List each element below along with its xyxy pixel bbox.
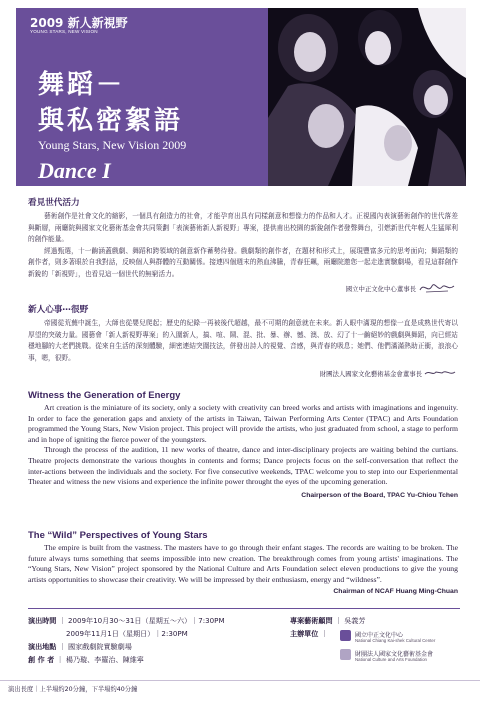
signature-title: Chairman of NCAF Huang Ming-Chuan <box>333 588 458 596</box>
signature-title: 國立中正文化中心董事長 <box>345 285 416 293</box>
section-wild-perspectives-en <box>28 530 458 595</box>
paragraph: 藝術創作是社會文化的縮影，一個具有創造力的社會，才能孕育出具有同樣創意和想像力的作品和人才。正視國內表演藝術創作的世代落差與斷層，兩廳院與國家文化藝術基金會共同策劃「表演藝術新人新視野」專案，提供甫出校園的新銳創作者發聲舞台，引燃新世代年輕人生猛犀利的創作能量。 <box>28 212 458 243</box>
section-heading: 新人心事⋯很野 <box>28 305 89 315</box>
section-heading: The “Wild” Perspectives of Young Stars <box>28 530 208 541</box>
title-line-2: 與私密絮語 <box>38 106 184 136</box>
logo-title: 2009 新人新視野 <box>30 16 128 30</box>
section-wild-perspectives-zh <box>28 303 458 380</box>
section-generation-energy-en <box>28 390 458 499</box>
credit-label: 專案藝術顧問 <box>290 616 333 625</box>
performance-info: 演出時間 ｜ 2009年10月30～31日（星期五～六）｜7:30PM 2009年11月1日（星期日）｜2:30PM 演出地點 ｜ 國家戲劇院實驗劇場 創 作 者 ｜ 楊乃璇、李羅治、陳維寧 <box>28 616 225 664</box>
info-label: 演出地點 <box>28 642 57 651</box>
title-line-1: 舞蹈－ <box>38 70 126 100</box>
event-logo <box>30 14 128 42</box>
ncsc-logo-icon <box>340 630 351 641</box>
paragraph: Through the process of the audition, 11 new works of theatre, dance and inter-disciplinary projects are waiting behind the curtians. Theatre projects demonstrate the various thoughts in contents and forms; Dance projects focus on the self-conversation that reflect the inter-actions between the individuals and the society. For five consecutive weekends, TPAC welcome you to step into our Experienmental Theater and witness the new visions and experience the infinite power throught the eyes of the upcoming generation. <box>28 445 458 487</box>
section-heading: 看見世代活力 <box>28 198 80 208</box>
logo-subtitle: YOUNG STARS, NEW VISION <box>30 29 98 34</box>
organizer-logos <box>340 628 468 666</box>
divider <box>28 608 460 609</box>
performance-time: 2009年11月1日（星期日）｜2:30PM <box>66 629 188 638</box>
organizer-name-en: National Culture and Arts Foundation <box>355 657 428 662</box>
handwritten-signature-icon <box>424 366 456 380</box>
dancers-photo-art <box>268 8 466 186</box>
paragraph: 經過甄選，十一齣涵蓋戲劇、舞蹈和跨領域的創意新作蓄勢待發。戲劇類的創作者，在題材和形式上，展現豐富多元的思考面向；舞蹈類的創作者，則多著眼於自我對話，反映個人與群體的互動關係。接連四個週末的熱血沸騰，青春狂飆，兩廳院邀您一起走進實驗劇場，看見這群創作新銳的「新視野」，也看見這一個世代的無窮活力。 <box>28 246 458 278</box>
organizer-name: 國立中正文化中心 <box>355 632 404 639</box>
signature-title: 財團法人國家文化藝術基金會董事長 <box>319 370 422 378</box>
paragraph: Art creation is the miniature of its society, only a society with creativity can breed works and artists with imaginations and ingenuity. In order to face the generation gaps and anxiety of the artists in Taiwan, Taiwan Performing Arts Center (TPAC) and Arts Foundation programmed the Young Stars, New Vision project. This project will provide the artists, who just graduated from school, a stage to perform and in hope of igniting the fierce power of the youngsters. <box>28 403 458 444</box>
dance-title: Dance I <box>38 158 111 183</box>
section-heading: Witness the Generation of Energy <box>28 390 181 401</box>
handwritten-signature-icon <box>418 280 456 296</box>
info-label: 演出時間 <box>28 616 57 625</box>
signature-title: Chairperson of the Board, TPAC Yu-Chiou Tchen <box>301 491 458 499</box>
subtitle-english: Young Stars, New Vision 2009 <box>38 138 187 152</box>
credits: 專案藝術顧問 ｜ 吳義芳 主辦單位 ｜ <box>290 616 366 638</box>
section-generation-energy-zh <box>28 196 458 296</box>
creators-list: 楊乃璇、李羅治、陳維寧 <box>65 655 144 664</box>
paragraph: 帝國從荒蕪中誕生，大師也從嬰兒爬起；歷史的紀錄一再被後代超越，最不可期的創意就在未來。新人眼中滿現的想像一直是成熟世代寄以厚望的突破力量。國藝會「新人新視野專案」的入圍新人，搞、喧、鬧、混、批、暴、辦、憾、澳、放、幻了十一齣絕妙的戲劇與舞蹈，向已經站穩地腳的大老們挑戰。從來自生活的深刻體驗，細密連結突圍技法，併發出詩人的視覺、音感，與青春的吸息；她們、他們滿滿熱助正衝，浪浪心事，嗯，很野。 <box>28 319 458 362</box>
info-label: 創 作 者 <box>28 655 55 664</box>
header-banner <box>16 8 466 186</box>
dancers-photo <box>268 8 466 186</box>
divider <box>0 680 480 681</box>
performance-time: 2009年10月30～31日（星期五～六）｜7:30PM <box>68 616 225 625</box>
performance-venue: 國家戲劇院實驗劇場 <box>68 642 132 651</box>
ncaf-logo-icon <box>340 649 351 660</box>
organizer-name: 財團法人國家文化藝術基金會 <box>355 651 434 658</box>
credit-label: 主辦單位 <box>290 629 319 638</box>
organizer-name-en: National Chiang Kai-shek Cultural Center <box>355 638 436 643</box>
running-time: 演出長度｜上半場約20分鐘，下半場約40分鐘 <box>8 686 138 693</box>
consultant-name: 吳義芳 <box>344 616 366 625</box>
paragraph: The empire is built from the vastness. The masters have to go through their enfant stages. The records are waiting to be broken. The future always turns something that seems impossible into new creation. The breakthrough comes from young artists' imaginations. The “Young Stars, New Vision” project sponsored by the National Culture and Arts Foundation select eleven productions to give the young artists opportunities to showcase their creativity. We will be impressed by their enthusiasm, energy and “wildness”. <box>28 543 458 584</box>
